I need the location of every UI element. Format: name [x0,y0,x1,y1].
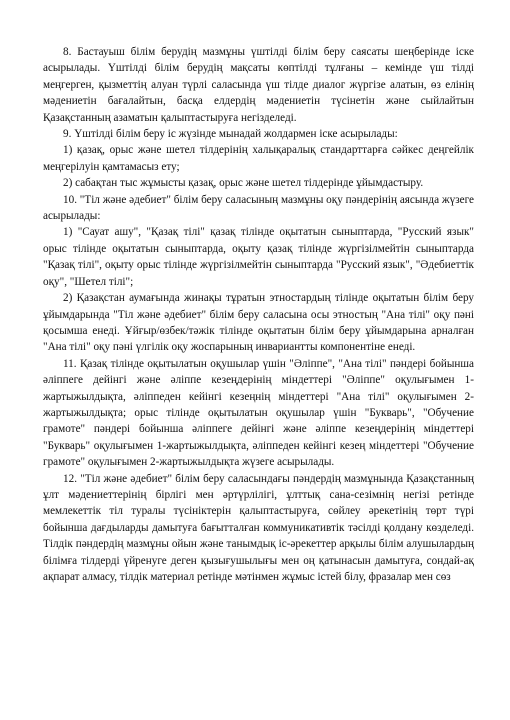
document-page [43,44,474,585]
paragraph-10-item-1: 1) "Сауат ашу", "Қазақ тілі" қазақ тілінде оқытатын сыныптарда, "Русский язык" орыс тілінде оқытатын сыныптарда, оқыту қазақ тілінде жүргізілмейтін сыныптарда "Қазақ тілі", оқыту орыс тілінде жүргізілмейтін сыныптарда "Русский язык", "Әдебиеттік оқу", "Шетел тілі"; [43,226,474,288]
paragraph-9-item-1: 1) қазақ, орыс және шетел тілдерінің халықаралық стандарттарға сәйкес деңгейлік меңгерілуін қамтамасыз ету; [43,144,474,173]
paragraph-8: 8. Бастауыш білім берудің мазмұны үштілді білім беру саясаты шеңберінде іске асырылады. Үштілді білім берудің мақсаты көптілді тұлғаны – кемінде үш тілді меңгерген, қызметтің алуан түрлі саласында үш тілде диалог жүргізе алатын, өз елінің мәдениетін бағалайтын, басқа елдердің мәдениетін түсінетін және сыйлайтын Қазақстанның азаматын қалыптастыруға негізделеді. [43,46,474,124]
paragraph-11: 11. Қазақ тілінде оқытылатын оқушылар үшін "Әліппе", "Ана тілі" пәндері бойынша әліппеге дейінгі және әліппе кезеңдерінің міндеттері "Әліппе" оқулығымен 1-жартыжылдықта, әліппеден кейінгі кезеңнің міндеттері "Ана тілі" оқулығымен 2-жартыжылдықта; орыс тілінде оқытылатын оқушылар үшін "Букварь", "Обучение грамоте" пәндері бойынша әліппеге дейінгі және әліппе кезеңдерінің міндеттері "Букварь" оқулығымен 1-жартыжылдықта, әліппеден кейінгі кезең міндеттері "Обучение грамоте" оқулығымен 2-жартыжылдықта жүзеге асырылады. [43,357,474,469]
paragraph-9: 9. Үштілді білім беру іс жүзінде мынадай жолдармен іске асырылады: [63,128,398,141]
paragraph-9-item-2: 2) сабақтан тыс жұмысты қазақ, орыс және шетел тілдерінде ұйымдастыру. [63,177,424,190]
paragraph-10-item-2: 2) Қазақстан аумағында жинақы тұратын этностардың тілінде оқытатын білім беру ұйымдарында "Тіл және әдебиет" білім беру саласына осы этностың "Ана тілі" оқу пәні қосымша енеді. Ұйғыр/өзбек/тәжік тілінде оқытатын білім беру ұйымдарына арналған "Ана тілі" оқу пәні үлгілік оқу жоспарының инвариантты компонентіне енеді. [43,292,474,354]
paragraph-10: 10. "Тіл және әдебиет" білім беру саласының мазмұны оқу пәндерінің аясында жүзеге асырылады: [43,193,474,223]
paragraph-12: 12. "Тіл және әдебиет" білім беру саласындағы пәндердің мазмұнында Қазақстанның ұлт мәдениеттерінің бірлігі мен әртүрлілігі, ұлттық сана-сезімнің негізі ретінде мемлекеттік тіл туралы түсініктерін қалыптастыруға, сөйлеу әрекетінің төрт түрі бойынша дағдыларды дамытуға бағытталған коммуникативтік тәсілді қолдану көзделеді. Тілдік пәндердің мазмұны ойын және танымдық іс-әрекеттер арқылы білім алушылардың білімға тілдерді үйренуге деген қызығушылығы мен оң қатынасын дамытуға, сондай-ақ ақпарат алмасу, тілдік материал ретінде мәтінмен жұмыс істей білу, фразалар мен сөз [43,472,474,583]
